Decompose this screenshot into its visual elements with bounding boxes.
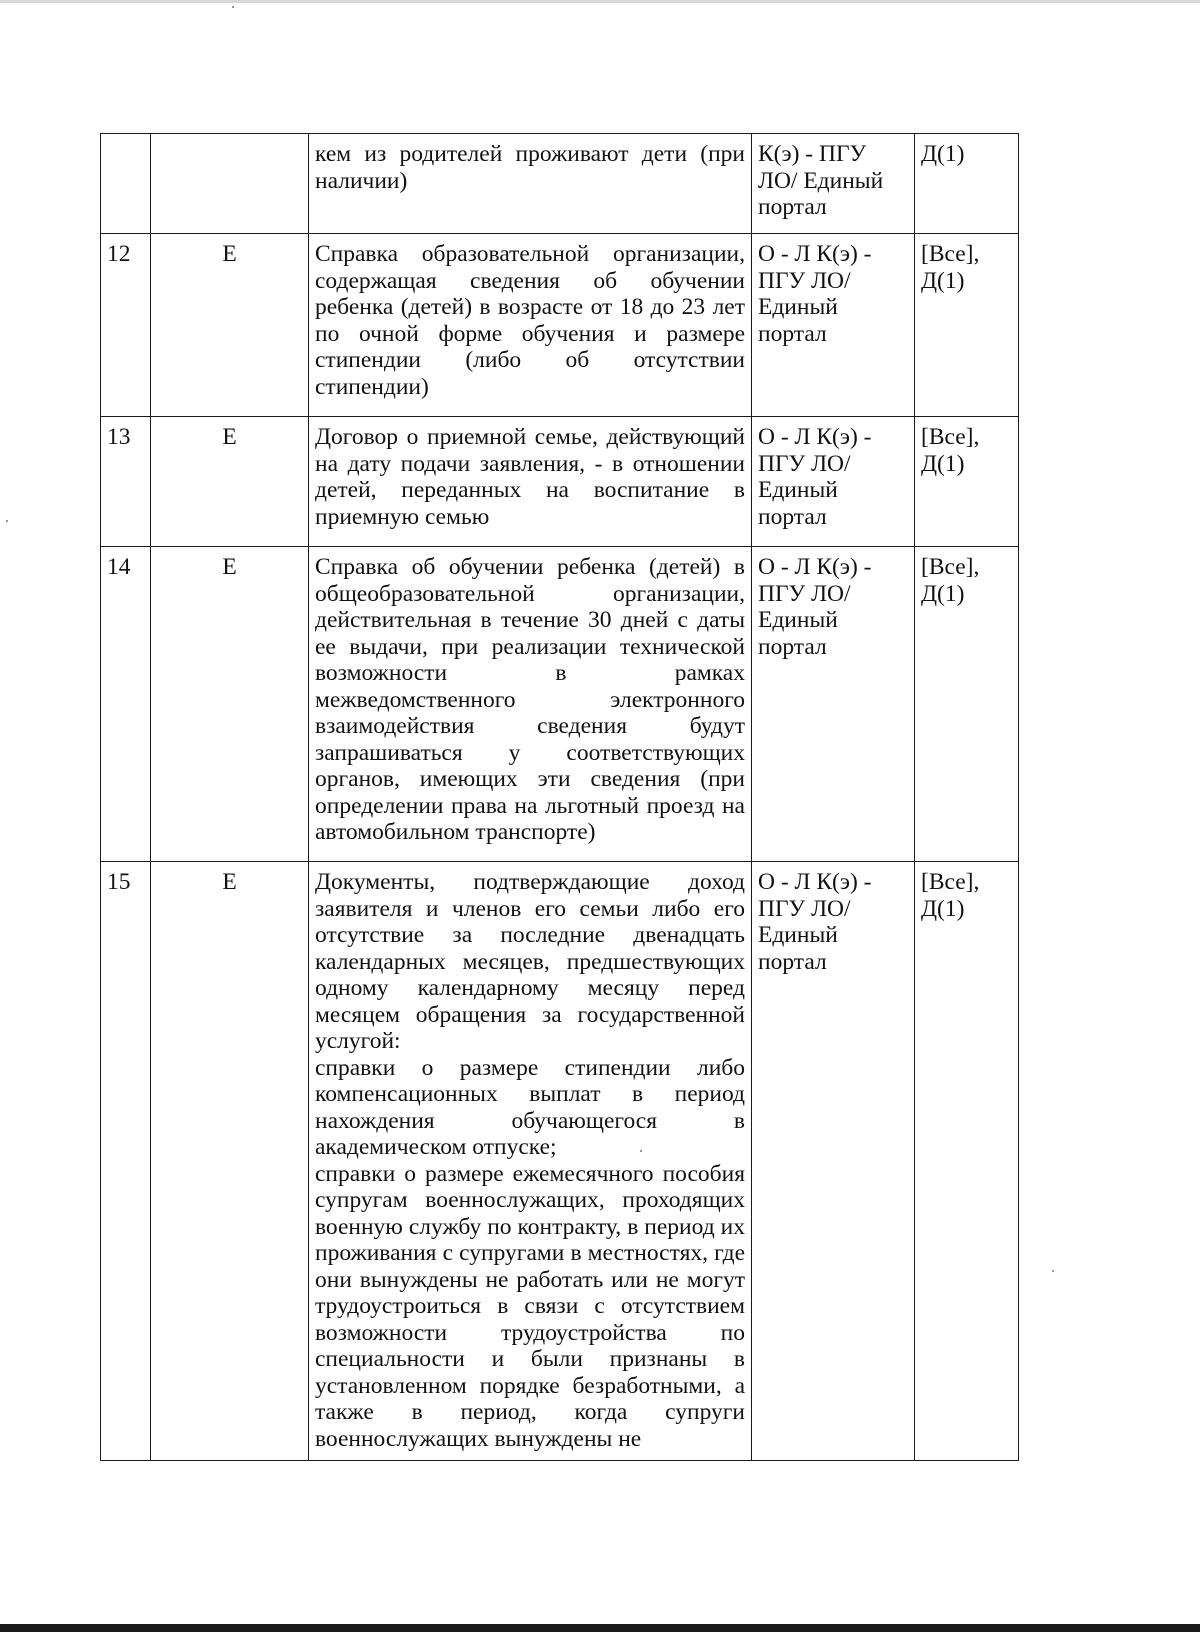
- row-note: [Все], Д(1): [915, 417, 1019, 547]
- description-paragraph: справки о размере стипендии либо компенсационных выплат в период нахождения обучающегося в академическом отпуске;: [315, 1054, 745, 1160]
- table-row: [101, 862, 1019, 1461]
- row-number: 14: [101, 547, 151, 862]
- scan-top-edge: [0, 0, 1200, 3]
- scan-speck: [1052, 1270, 1054, 1272]
- table-row: [101, 234, 1019, 417]
- row-source: О - Л К(э) - ПГУ ЛО/ Единый портал: [752, 234, 915, 417]
- table-row: [101, 547, 1019, 862]
- row-description: [309, 417, 752, 547]
- row-code: Е: [151, 417, 309, 547]
- description-paragraph: Справка об обучении ребенка (детей) в общеобразовательной организации, действительная в течение 30 дней с даты ее выдачи, при реализации технической возможности в рамках межведомственного электронного взаимодействия сведения будут запрашиваться у соответствующих органов, имеющих эти сведения (при определении права на льготный проезд на автомобильном транспорте): [315, 554, 745, 845]
- row-source: О - Л К(э) - ПГУ ЛО/ Единый портал: [752, 547, 915, 862]
- description-paragraph: кем из родителей проживают дети (при наличии): [315, 141, 745, 194]
- row-source: О - Л К(э) - ПГУ ЛО/ Единый портал: [752, 417, 915, 547]
- row-code: Е: [151, 547, 309, 862]
- scan-bottom-edge: [0, 1624, 1200, 1632]
- row-description: [309, 547, 752, 862]
- row-number: 12: [101, 234, 151, 417]
- description-paragraph: Договор о приемной семье, действующий на дату подачи заявления, - в отношении детей, переданных на воспитание в приемную семью: [315, 424, 745, 530]
- row-number: [101, 134, 151, 234]
- description-paragraph: Документы, подтверждающие доход заявителя и членов его семьи либо его отсутствие за последние двенадцать календарных месяцев, предшествующих одному календарному месяцу перед месяцем обращения за государственной услугой:: [315, 869, 745, 1054]
- row-source: К(э) - ПГУ ЛО/ Единый портал: [752, 134, 915, 234]
- description-paragraph: Справка образовательной организации, содержащая сведения об обучении ребенка (детей) в возрасте от 18 до 23 лет по очной форме обучения и размере стипендии (либо об отсутствии стипендии): [315, 241, 745, 400]
- scan-speck: [232, 6, 234, 8]
- row-code: Е: [151, 234, 309, 417]
- description-paragraph: справки о размере ежемесячного пособия супругам военнослужащих, проходящих военную службу по контракту, в период их проживания с супругами в местностях, где они вынуждены не работать или не могут трудоустроиться в связи с отсутствием возможности трудоустройства по специальности и были признаны в установленном порядке безработными, а также в период, когда супруги военнослужащих вынуждены не: [315, 1160, 745, 1452]
- table-row: [101, 134, 1019, 234]
- row-description: [309, 862, 752, 1461]
- table-row: [101, 417, 1019, 547]
- document-table: [100, 133, 1019, 1461]
- row-code: Е: [151, 862, 309, 1461]
- row-description: [309, 134, 752, 234]
- row-note: [Все], Д(1): [915, 234, 1019, 417]
- row-note: [Все], Д(1): [915, 547, 1019, 862]
- row-source: О - Л К(э) - ПГУ ЛО/ Единый портал: [752, 862, 915, 1461]
- row-note: [Все], Д(1): [915, 862, 1019, 1461]
- row-number: 13: [101, 417, 151, 547]
- row-number: 15: [101, 862, 151, 1461]
- row-code: [151, 134, 309, 234]
- row-note: Д(1): [915, 134, 1019, 234]
- scan-speck: [6, 520, 8, 522]
- row-description: [309, 234, 752, 417]
